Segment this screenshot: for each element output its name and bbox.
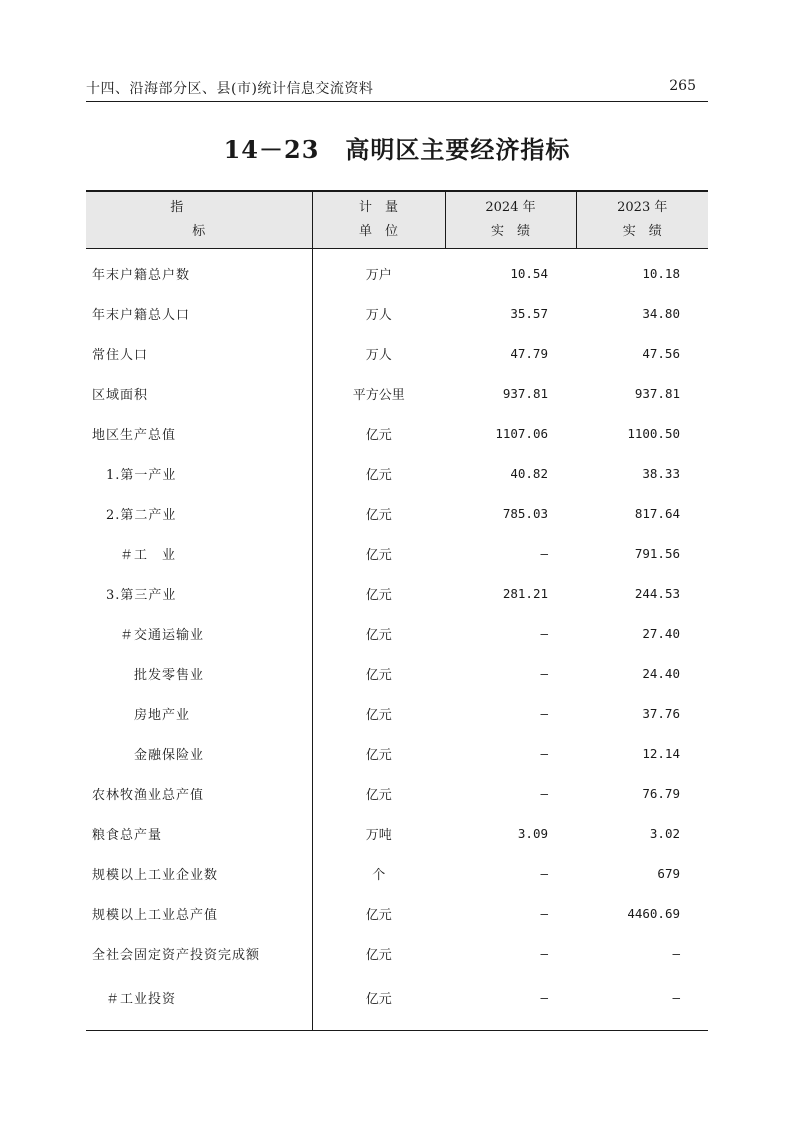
- value-2023: 679: [657, 866, 680, 881]
- column-header-indicator: 指 标: [86, 191, 312, 248]
- indicator-name: 2.第二产业: [106, 508, 177, 523]
- unit-cell: 亿元: [312, 694, 445, 734]
- unit-cell: 亿元: [312, 574, 445, 614]
- table-row: [86, 294, 708, 334]
- unit-cell: 亿元: [312, 974, 445, 1031]
- column-header-2024: 2024 年 实 绩: [445, 191, 576, 248]
- unit-cell: 亿元: [312, 934, 445, 974]
- column-header-unit: 计 量 单 位: [312, 191, 445, 248]
- unit-cell: 亿元: [312, 534, 445, 574]
- value-2024: 785.03: [502, 506, 548, 521]
- value-2024: —: [540, 546, 548, 561]
- table-number: 14－23: [223, 135, 320, 164]
- indicator-name: 金融保险业: [134, 748, 205, 763]
- indicator-name: 农林牧渔业总产值: [92, 788, 205, 803]
- table-row: [86, 334, 708, 374]
- value-2023: 34.80: [642, 306, 680, 321]
- table-title: 高明区主要经济指标: [345, 135, 571, 164]
- indicator-name: 常住人口: [92, 348, 149, 363]
- value-2024: 47.79: [510, 346, 548, 361]
- table-row: [86, 454, 708, 494]
- running-header: [86, 74, 708, 100]
- table-row: [86, 894, 708, 934]
- indicator-name: 全社会固定资产投资完成额: [92, 948, 261, 963]
- value-2024: 281.21: [502, 586, 548, 601]
- value-2023: 244.53: [634, 586, 680, 601]
- value-2024: 1107.06: [495, 426, 548, 441]
- table-row: [86, 814, 708, 854]
- indicator-name: ＃工 业: [120, 548, 177, 563]
- unit-cell: 亿元: [312, 654, 445, 694]
- value-2024: 40.82: [510, 466, 548, 481]
- value-2023: 37.76: [642, 706, 680, 721]
- section-title: 十四、沿海部分区、县(市)统计信息交流资料: [86, 81, 374, 97]
- value-2024: —: [540, 946, 548, 961]
- table-row: [86, 934, 708, 974]
- unit-cell: 万户: [312, 248, 445, 294]
- value-2024: —: [540, 746, 548, 761]
- value-2023: 937.81: [634, 386, 680, 401]
- value-2023: 76.79: [642, 786, 680, 801]
- value-2023: 3.02: [649, 826, 680, 841]
- indicator-name: 年末户籍总人口: [92, 308, 191, 323]
- table-row: [86, 248, 708, 294]
- value-2023: 24.40: [642, 666, 680, 681]
- table-row: [86, 694, 708, 734]
- value-2024: 937.81: [502, 386, 548, 401]
- value-2023: 27.40: [642, 626, 680, 641]
- unit-cell: 亿元: [312, 774, 445, 814]
- table-row: [86, 534, 708, 574]
- table-body: [86, 248, 708, 1030]
- unit-cell: 万人: [312, 294, 445, 334]
- indicator-name: 年末户籍总户数: [92, 268, 191, 283]
- table-row: [86, 774, 708, 814]
- value-2024: —: [540, 706, 548, 721]
- indicator-name: 3.第三产业: [106, 588, 177, 603]
- unit-cell: 万吨: [312, 814, 445, 854]
- value-2023: 47.56: [642, 346, 680, 361]
- column-header-2023: 2023 年 实 绩: [576, 191, 708, 248]
- value-2023: 1100.50: [627, 426, 680, 441]
- value-2024: —: [540, 626, 548, 641]
- indicator-name: ＃交通运输业: [120, 628, 205, 643]
- value-2023: —: [672, 946, 680, 961]
- unit-cell: 平方公里: [312, 374, 445, 414]
- indicator-name: 规模以上工业企业数: [92, 868, 219, 883]
- unit-cell: 个: [312, 854, 445, 894]
- value-2024: —: [445, 974, 576, 1031]
- indicator-name: 批发零售业: [134, 668, 205, 683]
- unit-cell: 亿元: [312, 414, 445, 454]
- value-2024: —: [540, 866, 548, 881]
- unit-cell: 亿元: [312, 614, 445, 654]
- unit-cell: 亿元: [312, 734, 445, 774]
- table-row: [86, 734, 708, 774]
- header-divider: [86, 101, 708, 102]
- unit-cell: 亿元: [312, 454, 445, 494]
- value-2024: 35.57: [510, 306, 548, 321]
- table-row: [86, 574, 708, 614]
- unit-cell: 亿元: [312, 894, 445, 934]
- value-2024: 3.09: [517, 826, 548, 841]
- indicator-name: 区域面积: [92, 388, 149, 403]
- unit-cell: 亿元: [312, 494, 445, 534]
- table-row: [86, 974, 708, 1031]
- value-2023: 4460.69: [627, 906, 680, 921]
- indicator-name: 房地产业: [134, 708, 191, 723]
- table-row: [86, 614, 708, 654]
- indicator-name: ＃工业投资: [86, 974, 312, 1031]
- table-row: [86, 494, 708, 534]
- value-2024: —: [540, 786, 548, 801]
- table-row: [86, 654, 708, 694]
- unit-cell: 万人: [312, 334, 445, 374]
- table-row: [86, 414, 708, 454]
- value-2023: 817.64: [634, 506, 680, 521]
- table-row: [86, 854, 708, 894]
- indicator-name: 粮食总产量: [92, 828, 163, 843]
- indicator-name: 规模以上工业总产值: [92, 908, 219, 923]
- value-2023: 12.14: [642, 746, 680, 761]
- value-2024: —: [540, 906, 548, 921]
- value-2023: 791.56: [634, 546, 680, 561]
- indicator-name: 1.第一产业: [106, 468, 177, 483]
- value-2024: 10.54: [510, 266, 548, 281]
- page-title: [86, 130, 708, 165]
- indicator-name: 地区生产总值: [92, 428, 177, 443]
- value-2023: —: [576, 974, 708, 1031]
- table-row: [86, 374, 708, 414]
- page-number: 265: [669, 78, 696, 94]
- table-header-row: [86, 191, 708, 248]
- value-2023: 38.33: [642, 466, 680, 481]
- value-2024: —: [540, 666, 548, 681]
- indicators-table: [86, 190, 708, 1031]
- value-2023: 10.18: [642, 266, 680, 281]
